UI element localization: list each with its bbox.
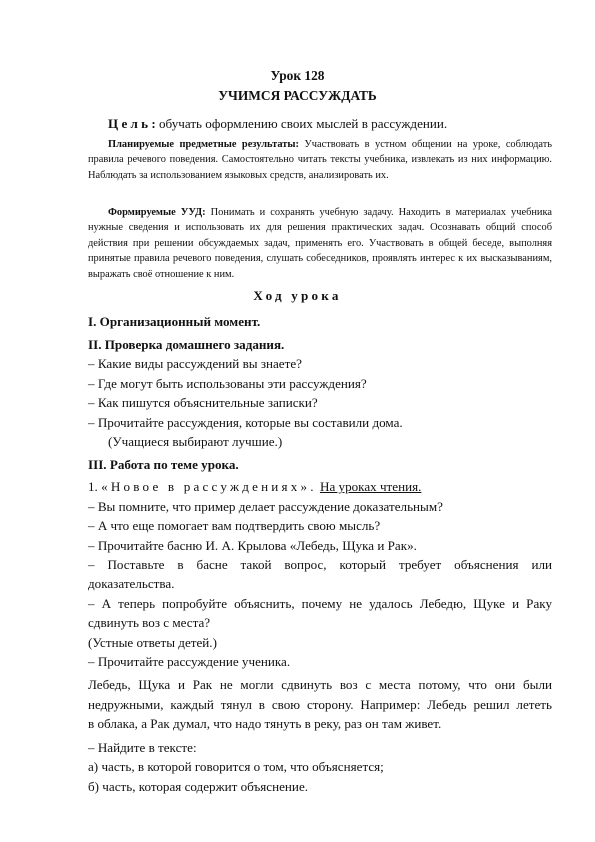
item-heading — [88, 477, 552, 496]
lesson-goal — [88, 114, 552, 133]
question: – Где могут быть использованы эти рассуждения? — [88, 375, 367, 391]
question: – А что еще помогает вам подтвердить свою мысль? — [88, 518, 381, 534]
question: – Поставьте в басне такой вопрос, который требует объяснения или — [88, 557, 552, 573]
example-text: недружными, каждый тянул в свою сторону. Например: Лебедь решил лететь — [88, 696, 552, 712]
lesson-title: УЧИМСЯ РАССУЖДАТЬ — [218, 88, 377, 103]
example-text: в облака, а Рак думал, что надо тянуть в реку, раз он там живет. — [88, 716, 442, 732]
section-2 — [88, 335, 552, 451]
list-item: б) часть, которая содержит объяснение. — [88, 778, 309, 794]
planned-results — [88, 137, 552, 183]
goal-text: обучать оформлению своих мыслей в рассуждении. — [155, 116, 448, 131]
uud-text: Понимать и сохранять учебную задачу. Находить в материалах учебника нужные сведения и использовать их для решения практических задач. Осознавать общий способ действия при решении обсуждаемых задач, применять его. Участвовать в общей беседе, выполняя принятые правила речевого поведения, слушать собеседников, проявлять интерес к их высказываниям, выражать своё отношение к ним. — [88, 207, 552, 280]
question: – Как пишутся объяснительные записки? — [88, 395, 318, 411]
question: – Какие виды рассуждений вы знаете? — [88, 356, 302, 372]
question-cont: сдвинуть воз с места? — [88, 615, 211, 631]
example-text: Лебедь, Щука и Рак не могли сдвинуть воз с места потому, что они были — [88, 677, 552, 693]
question: – Вы помните, что пример делает рассуждение доказательным? — [88, 498, 443, 514]
question: – Прочитайте рассуждение ученика. — [88, 654, 291, 670]
section-2-title: II. Проверка домашнего задания. — [88, 337, 285, 352]
uud-label: Формируемые УУД: — [108, 207, 206, 218]
question-cont: доказательства. — [88, 576, 175, 592]
lesson-number: Урок 128 — [270, 68, 325, 83]
uud-paragraph — [88, 205, 552, 282]
section-1-title: I. Организационный момент. — [88, 314, 261, 329]
question: – А теперь попробуйте объяснить, почему не удалось Лебедю, Щуке и Раку — [88, 595, 552, 611]
planned-label: Планируемые предметные результаты: — [108, 139, 299, 150]
section-3 — [88, 455, 552, 796]
planned-text: Участвовать в устном общении на уроке, соблюдать правила речевого поведения. Самостоятельно читать тексты учебника, извлекать из них информацию. Наблюдать за использованием языковых средств, анализировать их. — [88, 139, 552, 181]
section-3-title: III. Работа по теме урока. — [88, 457, 239, 472]
list-item: а) часть, в которой говорится о том, что объясняется; — [88, 759, 384, 775]
question: – Прочитайте басню И. А. Крылова «Лебедь, Щука и Рак». — [88, 537, 417, 553]
item-number: 1. — [88, 479, 102, 495]
item-title: «Новое в рассуждениях». — [101, 479, 317, 495]
item-subtitle: На уроках чтения. — [319, 479, 422, 495]
course-title: Ход урока — [253, 288, 342, 303]
question: – Найдите в тексте: — [88, 739, 197, 755]
note: (Устные ответы детей.) — [88, 634, 217, 650]
question: – Прочитайте рассуждения, которые вы составили дома. — [88, 414, 403, 430]
goal-label: Ц е л ь : — [108, 116, 156, 131]
note: (Учащиеся выбирают лучшие.) — [108, 434, 283, 450]
